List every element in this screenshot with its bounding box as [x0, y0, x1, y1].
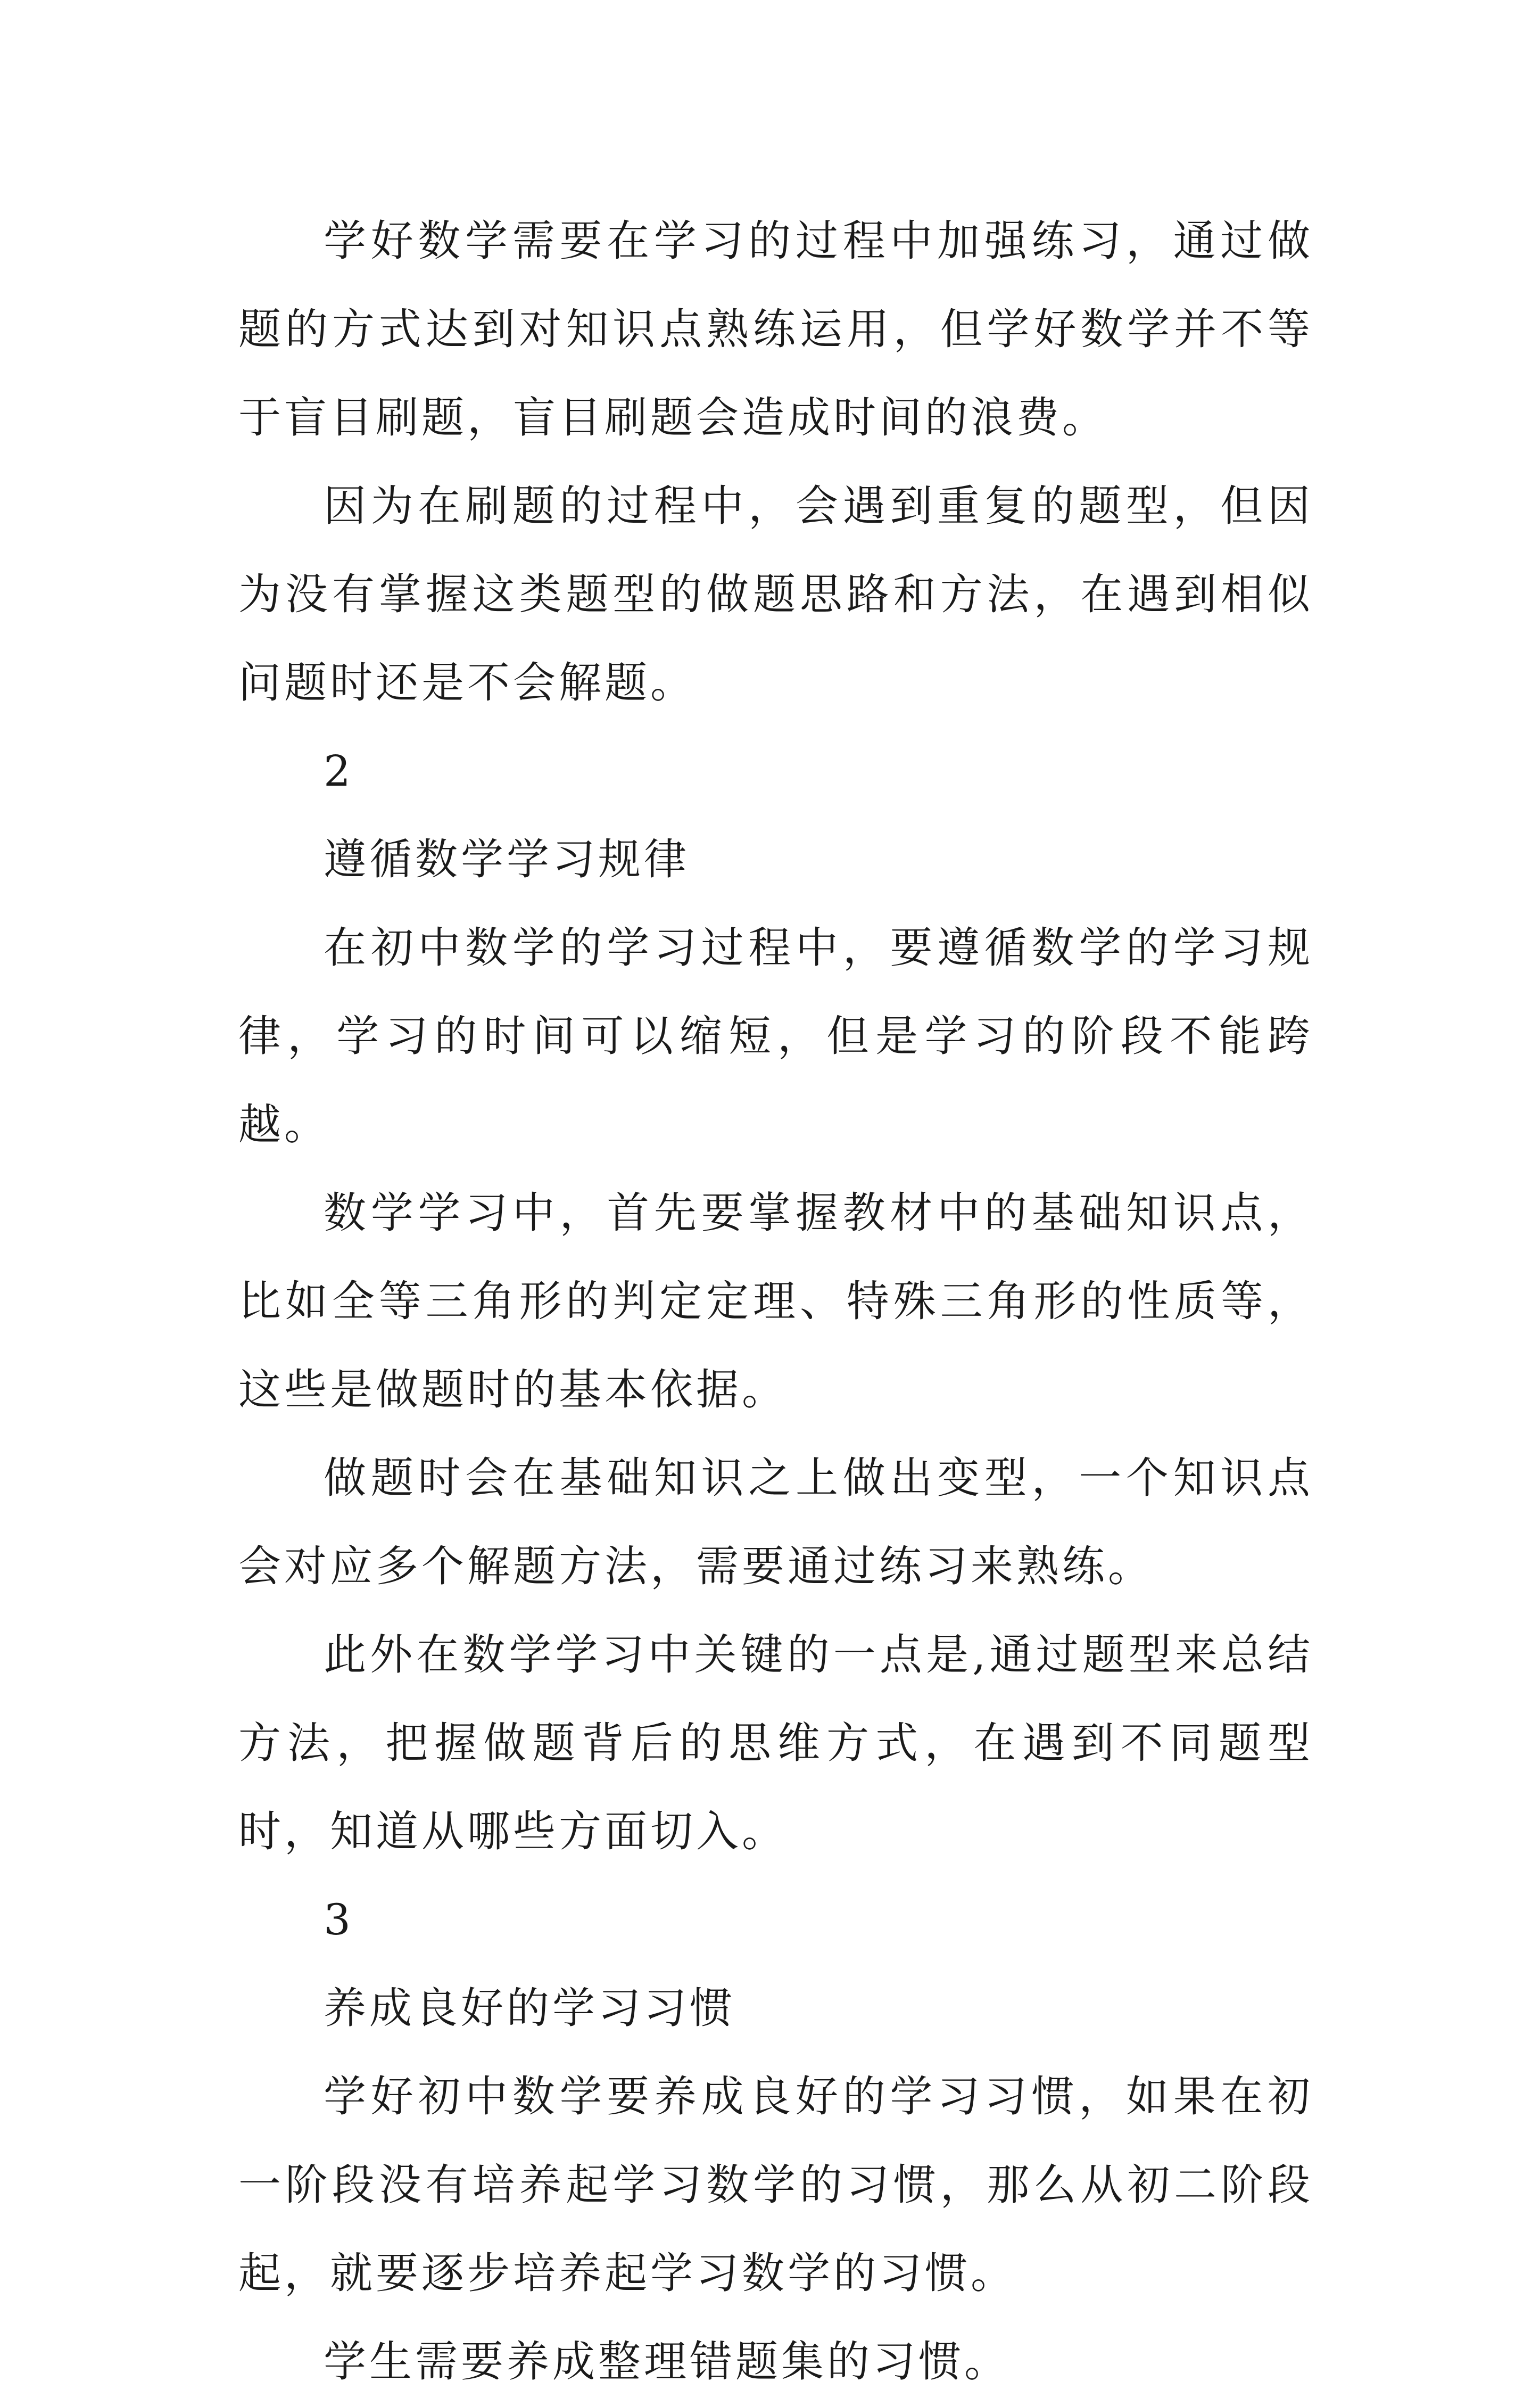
section-number: 2 [324, 746, 354, 796]
paragraph: 学好数学需要在学习的过程中加强练习，通过做题的方式达到对知识点熟练运用，但学好数学并不等于盲目刷题，盲目刷题会造成时间的浪费。 [238, 216, 1313, 442]
section-heading: 遵循数学学习规律 [324, 835, 690, 884]
paragraph: 在初中数学的学习过程中，要遵循数学的学习规律，学习的时间可以缩短，但是学习的阶段不能跨越。 [238, 923, 1313, 1149]
document-body [238, 197, 1313, 2406]
section-number: 3 [324, 1895, 354, 1944]
paragraph: 做题时会在基础知识之上做出变型，一个知识点会对应多个解题方法，需要通过练习来熟练。 [238, 1453, 1313, 1591]
paragraph: 学生需要养成整理错题集的习惯。 [324, 2337, 1010, 2386]
paragraph: 此外在数学学习中关键的一点是,通过题型来总结方法，把握做题背后的思维方式，在遇到不同题型时，知道从哪些方面切入。 [238, 1630, 1313, 1856]
section-heading: 养成良好的学习习惯 [324, 1983, 735, 2033]
paragraph: 因为在刷题的过程中，会遇到重复的题型，但因为没有掌握这类题型的做题思路和方法，在遇到相似问题时还是不会解题。 [238, 481, 1313, 707]
paragraph: 学好初中数学要养成良好的学习习惯，如果在初一阶段没有培养起学习数学的习惯，那么从初二阶段起，就要逐步培养起学习数学的习惯。 [238, 2072, 1313, 2298]
paragraph: 数学学习中，首先要掌握教材中的基础知识点，比如全等三角形的判定定理、特殊三角形的性质等，这些是做题时的基本依据。 [238, 1188, 1313, 1414]
